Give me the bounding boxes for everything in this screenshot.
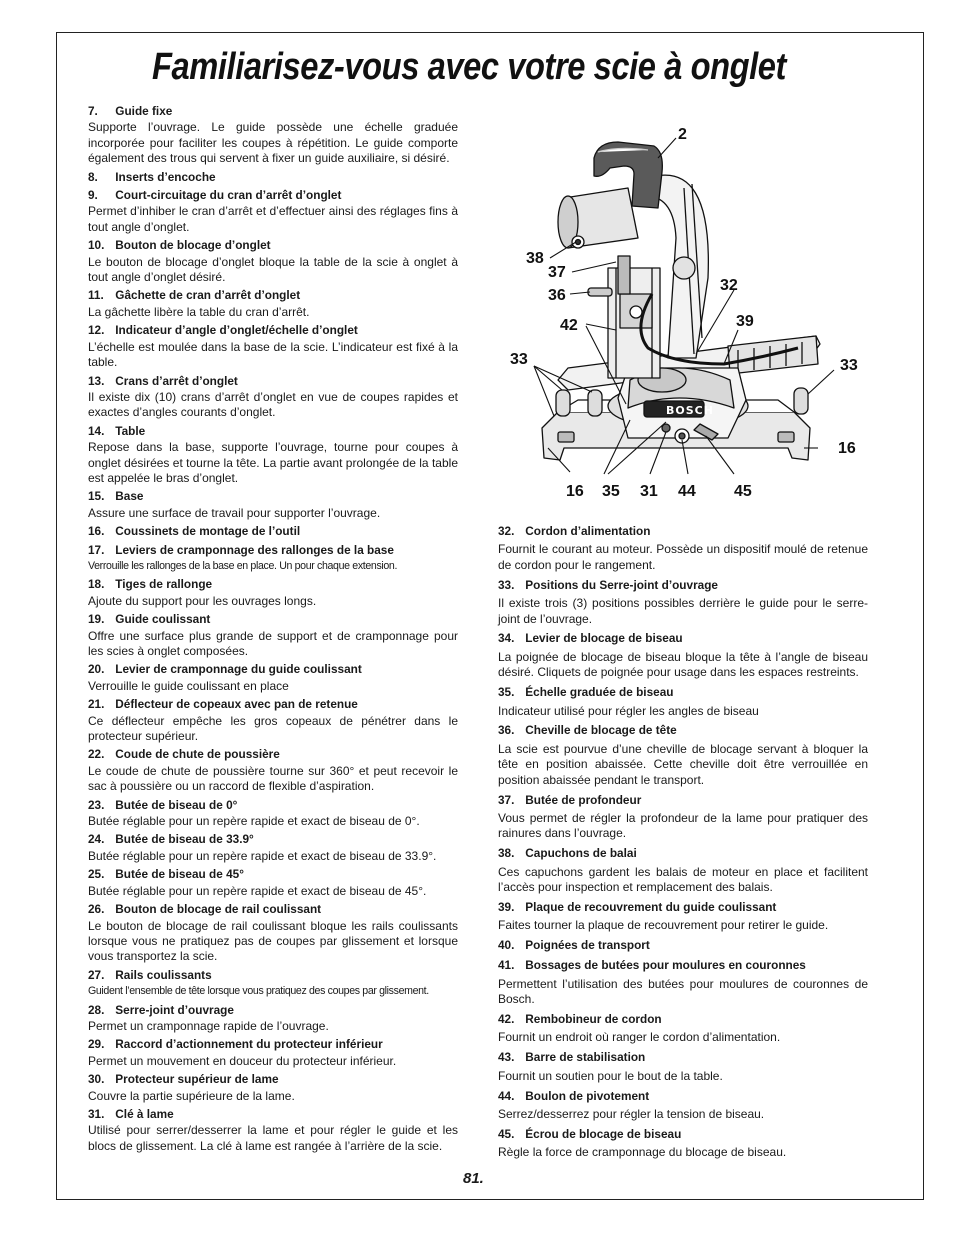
part-name: Court-circuitage du cran d’arrêt d’onglet bbox=[115, 188, 342, 203]
parts-list-item bbox=[88, 188, 458, 235]
part-heading bbox=[88, 577, 458, 592]
part-name: Guide fixe bbox=[115, 104, 173, 118]
part-number: 16. bbox=[88, 524, 105, 539]
part-description: Serrez/desserrez pour régler la tension de biseau. bbox=[498, 1107, 765, 1121]
parts-list-item bbox=[88, 1107, 458, 1154]
part-heading bbox=[88, 798, 458, 813]
part-name: Barre de stabilisation bbox=[525, 1050, 646, 1065]
part-number: 26. bbox=[88, 902, 105, 917]
part-description: Ce déflecteur empêche les gros copeaux de pénétrer dans le protecteur supérieur. bbox=[88, 713, 458, 744]
parts-list-item bbox=[88, 832, 458, 864]
parts-list-item bbox=[88, 577, 458, 609]
right-parts-list bbox=[498, 524, 868, 1165]
part-heading bbox=[88, 323, 458, 338]
part-number: 7. bbox=[88, 104, 98, 118]
callout-32: 32 bbox=[720, 277, 738, 294]
part-heading bbox=[88, 747, 458, 762]
part-heading bbox=[498, 524, 868, 539]
parts-list-item bbox=[498, 524, 868, 573]
callout-33-left: 33 bbox=[510, 351, 528, 368]
part-name: Guide coulissant bbox=[115, 612, 211, 627]
callout-45: 45 bbox=[734, 483, 752, 500]
part-heading bbox=[88, 968, 458, 983]
part-number: 43. bbox=[498, 1050, 515, 1065]
part-number: 17. bbox=[88, 542, 105, 557]
part-heading bbox=[88, 1003, 458, 1018]
part-heading bbox=[88, 1107, 458, 1122]
part-description: Permet un mouvement en douceur du protecteur inférieur. bbox=[88, 1053, 397, 1068]
part-heading bbox=[88, 524, 458, 539]
part-number: 32. bbox=[498, 524, 515, 538]
part-description: Verrouille les rallonges de la base en place. Un pour chaque extension. bbox=[88, 559, 398, 572]
callout-2: 2 bbox=[678, 126, 687, 143]
parts-list-item bbox=[88, 747, 458, 794]
parts-list-item bbox=[88, 798, 458, 830]
part-description: Permet d’inhiber le cran d’arrêt et d’effectuer ainsi des réglages fins à tout angle d’onglet. bbox=[88, 204, 458, 234]
part-description: Butée réglable pour un repère rapide et exact de biseau de 33.9°. bbox=[88, 848, 437, 863]
part-name: Tiges de rallonge bbox=[115, 577, 213, 592]
part-number: 24. bbox=[88, 832, 105, 847]
parts-list-item bbox=[88, 902, 458, 965]
part-description: Utilisé pour serrer/desserrer la lame et pour régler le guide et les blocs de glissement. La clé à lame est rangée à l’arrière de la scie. bbox=[88, 1123, 458, 1153]
part-description: Verrouille le guide coulissant en place bbox=[88, 678, 289, 693]
callout-16-bottom: 16 bbox=[566, 483, 584, 500]
part-number: 44. bbox=[498, 1088, 515, 1103]
part-description: Supporte l’ouvrage. Le guide possède une échelle graduée incorporée pour faciliter les coupes à répétition. Le guide comporte également des trous qui servent à fixer un guide auxiliaire, si désiré. bbox=[88, 120, 458, 166]
part-heading bbox=[88, 1037, 458, 1052]
part-number: 29. bbox=[88, 1037, 105, 1052]
part-heading bbox=[88, 543, 458, 558]
part-number: 40. bbox=[498, 938, 515, 953]
parts-list-item bbox=[88, 543, 458, 575]
sliding-rail-lock-knob bbox=[673, 257, 695, 279]
part-name: Rails coulissants bbox=[115, 967, 212, 982]
part-name: Levier de cramponnage du guide coulissant bbox=[115, 662, 362, 677]
part-name: Butée de profondeur bbox=[525, 792, 642, 807]
part-description: Butée réglable pour un repère rapide et exact de biseau de 45°. bbox=[88, 883, 427, 898]
part-name: Capuchons de balai bbox=[525, 846, 637, 861]
parts-list-item bbox=[88, 323, 458, 370]
part-number: 33. bbox=[498, 577, 515, 592]
part-heading bbox=[498, 846, 868, 861]
part-description: Repose dans la base, supporte l’ouvrage, tourne pour coupes à onglet désirées et tourne la tête. La partie avant prolongée de la table est appelée le bras d’onglet. bbox=[88, 440, 458, 485]
part-number: 41. bbox=[498, 958, 515, 973]
part-description: Ajoute du support pour les ouvrages longs. bbox=[88, 593, 317, 608]
parts-list-item bbox=[498, 1012, 868, 1046]
part-name: Crans d’arrêt d’onglet bbox=[115, 373, 238, 388]
part-heading bbox=[498, 1012, 868, 1027]
part-number: 22. bbox=[88, 747, 105, 762]
part-name: Base bbox=[115, 489, 144, 504]
parts-list-item bbox=[88, 697, 458, 744]
parts-list-item bbox=[88, 1003, 458, 1035]
parts-list-item bbox=[88, 968, 458, 1000]
part-name: Butée de biseau de 45° bbox=[115, 867, 244, 882]
part-number: 38. bbox=[498, 846, 515, 861]
parts-list-item bbox=[498, 846, 868, 895]
part-description: La gâchette libère la table du cran d’arrêt. bbox=[88, 304, 310, 319]
part-number: 14. bbox=[88, 423, 105, 438]
part-name: Échelle graduée de biseau bbox=[525, 685, 674, 700]
part-description: Butée réglable pour un repère rapide et exact de biseau de 0°. bbox=[88, 814, 420, 829]
part-description: Permet un cramponnage rapide de l’ouvrage. bbox=[88, 1018, 329, 1033]
part-heading bbox=[88, 238, 458, 253]
parts-list-item bbox=[88, 170, 458, 185]
callout-31: 31 bbox=[640, 483, 658, 500]
part-name: Bossages de butées pour moulures en couronnes bbox=[525, 958, 806, 973]
part-description: Il existe dix (10) crans d’arrêt d’onglet en vue de coupes rapides et exactes d’angles courants d’onglet. bbox=[88, 389, 458, 420]
miter-saw-diagram bbox=[498, 118, 874, 512]
part-description: Offre une surface plus grande de support et de cramponnage pour les scies à onglet composées. bbox=[88, 628, 458, 658]
parts-list-item bbox=[498, 578, 868, 627]
part-description: La scie est pourvue d’une cheville de blocage servant à bloquer la tête en position abaissée. Cette cheville doit être verrouillée en position abaissée pendant le transport. bbox=[498, 741, 868, 787]
part-name: Inserts d’encoche bbox=[115, 169, 216, 184]
callout-33-right: 33 bbox=[840, 357, 858, 374]
part-heading bbox=[88, 374, 458, 389]
parts-list-item bbox=[88, 524, 458, 539]
parts-list-item bbox=[498, 1050, 868, 1084]
parts-list-item bbox=[498, 938, 868, 953]
part-number: 11. bbox=[88, 288, 104, 303]
part-heading bbox=[498, 685, 868, 700]
part-number: 39. bbox=[498, 900, 515, 915]
callout-37: 37 bbox=[548, 264, 566, 281]
part-heading bbox=[498, 631, 868, 646]
page-number: 81. bbox=[463, 1170, 484, 1187]
parts-list-item bbox=[498, 723, 868, 788]
part-heading bbox=[88, 1072, 458, 1087]
part-heading bbox=[88, 170, 458, 185]
callout-42: 42 bbox=[560, 317, 578, 334]
part-number: 23. bbox=[88, 797, 105, 812]
parts-list-item bbox=[88, 1072, 458, 1104]
part-heading bbox=[88, 188, 458, 203]
part-number: 10. bbox=[88, 238, 105, 253]
page-title: Familiarisez-vous avec votre scie à onglet bbox=[152, 46, 787, 88]
callout-39: 39 bbox=[736, 313, 754, 330]
part-heading bbox=[498, 1089, 868, 1104]
part-number: 19. bbox=[88, 612, 105, 627]
part-name: Indicateur d’angle d’onglet/échelle d’onglet bbox=[115, 323, 358, 338]
part-heading bbox=[88, 612, 458, 627]
part-name: Protecteur supérieur de lame bbox=[115, 1072, 279, 1087]
part-number: 15. bbox=[88, 489, 105, 504]
part-name: Coussinets de montage de l’outil bbox=[115, 524, 301, 539]
part-heading bbox=[88, 662, 458, 677]
part-description: Le bouton de blocage d’onglet bloque la table de la scie à onglet à tout angle d’onglet désiré. bbox=[88, 254, 458, 285]
part-number: 30. bbox=[88, 1072, 105, 1087]
part-name: Butée de biseau de 0° bbox=[115, 797, 238, 812]
part-number: 42. bbox=[498, 1011, 515, 1026]
part-name: Cheville de blocage de tête bbox=[525, 723, 677, 738]
part-description: Fournit un endroit où ranger le cordon d’alimentation. bbox=[498, 1030, 781, 1045]
part-number: 12. bbox=[88, 323, 105, 338]
parts-list-item bbox=[498, 1089, 868, 1123]
part-description: Le coude de chute de poussière tourne sur 360° et peut recevoir le sac à poussière ou un raccord de flexible d’aspiration. bbox=[88, 763, 458, 794]
parts-list-item bbox=[88, 489, 458, 521]
part-description: Fournit un soutien pour le bout de la table. bbox=[498, 1068, 723, 1083]
part-name: Cordon d’alimentation bbox=[525, 524, 651, 538]
parts-list-item bbox=[498, 793, 868, 842]
part-name: Boulon de pivotement bbox=[525, 1088, 650, 1103]
parts-list-item bbox=[88, 612, 458, 659]
callout-35: 35 bbox=[602, 483, 620, 500]
parts-list-item bbox=[88, 867, 458, 899]
part-name: Levier de blocage de biseau bbox=[525, 631, 683, 646]
head-lock-pin bbox=[588, 288, 612, 296]
part-heading bbox=[498, 938, 868, 953]
part-heading bbox=[498, 723, 868, 738]
parts-list-item bbox=[88, 238, 458, 285]
part-description: Guident l’ensemble de tête lorsque vous pratiquez des coupes par glissement. bbox=[88, 985, 429, 998]
part-description: Faites tourner la plaque de recouvrement pour retirer le guide. bbox=[498, 918, 829, 933]
part-heading bbox=[88, 902, 458, 917]
part-number: 18. bbox=[88, 577, 105, 592]
part-name: Déflecteur de copeaux avec pan de retenue bbox=[115, 697, 358, 712]
callout-16-right: 16 bbox=[838, 440, 856, 457]
part-name: Butée de biseau de 33.9° bbox=[115, 832, 254, 847]
part-description: La poignée de blocage de biseau bloque la tête à l’angle de biseau désiré. Cliquets de poignée pour usage dans les espaces restreints. bbox=[498, 649, 868, 680]
left-parts-list bbox=[88, 104, 458, 1157]
part-number: 8. bbox=[88, 169, 98, 184]
part-number: 21. bbox=[88, 697, 105, 712]
part-heading bbox=[88, 697, 458, 712]
part-name: Rembobineur de cordon bbox=[525, 1011, 662, 1026]
part-number: 13. bbox=[88, 373, 105, 388]
part-heading bbox=[498, 578, 868, 593]
part-description: Indicateur utilisé pour régler les angles de biseau bbox=[498, 703, 759, 718]
callout-38: 38 bbox=[526, 250, 544, 267]
part-description: Assure une surface de travail pour supporter l’ouvrage. bbox=[88, 505, 381, 520]
part-name: Écrou de blocage de biseau bbox=[525, 1126, 682, 1141]
part-name: Poignées de transport bbox=[525, 938, 650, 953]
part-name: Plaque de recouvrement du guide coulissant bbox=[525, 900, 777, 915]
part-name: Table bbox=[115, 423, 146, 438]
part-description: Ces capuchons gardent les balais de moteur en place et facilitent l’accès pour inspection et remplacement des balais. bbox=[498, 864, 868, 895]
part-number: 37. bbox=[498, 792, 515, 807]
part-heading bbox=[88, 288, 458, 303]
part-description: Le bouton de blocage de rail coulissant bloque les rails coulissants lorsque vous ne pratiquez pas de coupes par glissement et lorsque vous transportez la scie. bbox=[88, 918, 458, 964]
parts-list-item bbox=[88, 374, 458, 421]
part-name: Raccord d’actionnement du protecteur inférieur bbox=[115, 1037, 383, 1052]
part-description: Fournit le courant au moteur. Possède un dispositif moulé de retenue de cordon pour le rangement. bbox=[498, 542, 868, 572]
parts-list-item bbox=[88, 104, 458, 167]
part-heading bbox=[88, 832, 458, 847]
part-number: 20. bbox=[88, 662, 105, 677]
parts-list-item bbox=[498, 900, 868, 934]
part-number: 34. bbox=[498, 631, 515, 646]
part-name: Coude de chute de poussière bbox=[115, 747, 280, 762]
parts-list-item bbox=[498, 685, 868, 719]
part-heading bbox=[498, 1050, 868, 1065]
parts-list-item bbox=[498, 1127, 868, 1161]
sliding-rails bbox=[608, 268, 660, 378]
parts-list-item bbox=[88, 288, 458, 320]
motor-housing bbox=[558, 188, 638, 248]
part-number: 45. bbox=[498, 1126, 515, 1141]
brand-logo: BOSCH bbox=[666, 404, 714, 417]
part-name: Positions du Serre-joint d’ouvrage bbox=[525, 577, 718, 592]
part-heading bbox=[88, 489, 458, 504]
part-description: Couvre la partie supérieure de la lame. bbox=[88, 1088, 295, 1103]
part-name: Clé à lame bbox=[115, 1106, 174, 1121]
parts-list-item bbox=[88, 424, 458, 487]
part-heading bbox=[88, 104, 458, 119]
part-number: 36. bbox=[498, 723, 515, 738]
part-name: Bouton de blocage de rail coulissant bbox=[115, 902, 322, 917]
part-description: Vous permet de régler la profondeur de la lame pour pratiquer des rainures dans l’ouvrage. bbox=[498, 811, 868, 841]
part-description: Permettent l’utilisation des butées pour moulures de couronnes de Bosch. bbox=[498, 976, 868, 1007]
part-description: L’échelle est moulée dans la base de la scie. L’indicateur est fixé à la table. bbox=[88, 339, 458, 370]
parts-list-item bbox=[88, 1037, 458, 1069]
callout-44: 44 bbox=[678, 483, 696, 500]
part-number: 27. bbox=[88, 967, 105, 982]
part-heading bbox=[498, 1127, 868, 1142]
part-number: 35. bbox=[498, 685, 515, 700]
part-description: Règle la force de cramponnage du blocage de biseau. bbox=[498, 1145, 787, 1160]
part-heading bbox=[498, 958, 868, 973]
part-name: Gâchette de cran d’arrêt d’onglet bbox=[115, 288, 301, 303]
parts-list-item bbox=[498, 631, 868, 680]
part-heading bbox=[88, 867, 458, 882]
part-number: 9. bbox=[88, 188, 98, 203]
part-heading bbox=[88, 424, 458, 439]
part-name: Leviers de cramponnage des rallonges de la base bbox=[115, 542, 394, 557]
parts-list-item bbox=[88, 662, 458, 694]
part-name: Bouton de blocage d’onglet bbox=[115, 238, 271, 253]
part-number: 28. bbox=[88, 1002, 105, 1017]
part-name: Serre-joint d’ouvrage bbox=[115, 1002, 234, 1017]
part-description: Il existe trois (3) positions possibles derrière le guide pour le serre-joint de l’ouvrage. bbox=[498, 596, 868, 626]
part-number: 31. bbox=[88, 1106, 105, 1121]
part-heading bbox=[498, 900, 868, 915]
part-number: 25. bbox=[88, 867, 105, 882]
callout-36: 36 bbox=[548, 287, 566, 304]
parts-list-item bbox=[498, 958, 868, 1007]
depth-stop bbox=[618, 256, 630, 294]
part-heading bbox=[498, 793, 868, 808]
